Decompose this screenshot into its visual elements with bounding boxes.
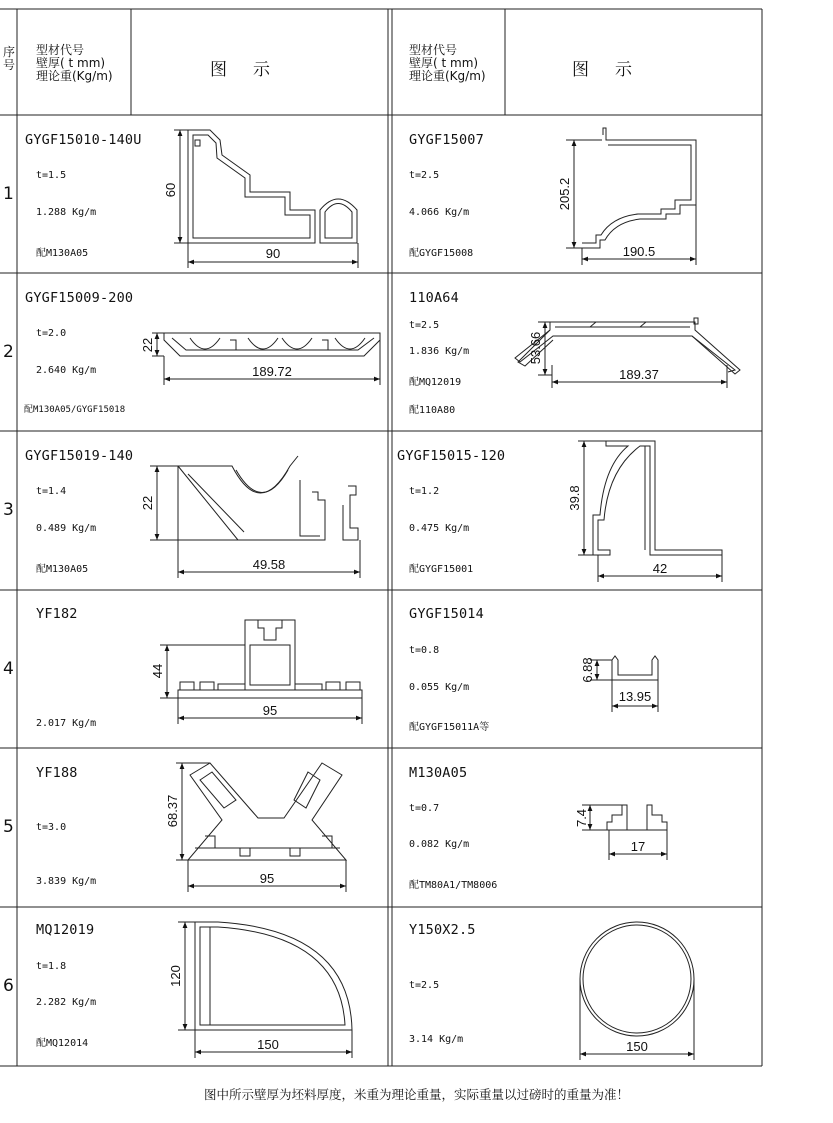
profile-code: MQ12019 [36, 922, 95, 938]
dim-width: 90 [265, 246, 281, 261]
matching-part-2: 配110A80 [409, 405, 456, 416]
dim-height: 22 [140, 337, 155, 353]
dim-height: 7.4 [574, 808, 589, 828]
footer-note: 图中所示壁厚为坯料厚度，米重为理论重量，实际重量以过磅时的重量为准！ [203, 1087, 629, 1102]
unit-weight: 1.836 Kg/m [409, 346, 470, 357]
wall-thickness: t=3.0 [36, 822, 67, 833]
unit-weight: 1.288 Kg/m [36, 207, 97, 218]
dim-diameter: 150 [626, 1039, 648, 1054]
dim-width: 189.37 [619, 367, 659, 382]
dim-width: 95 [259, 871, 275, 886]
unit-weight: 2.640 Kg/m [36, 365, 97, 376]
wall-thickness: t=2.5 [409, 980, 440, 991]
profile-code: GYGF15015-120 [397, 448, 506, 464]
profile-drawing-m130a05 [582, 805, 667, 860]
profile-drawing-yf182 [160, 620, 362, 724]
dim-height: 68.37 [165, 794, 180, 828]
wall-thickness: t=0.7 [409, 803, 440, 814]
unit-weight: 0.475 Kg/m [409, 523, 470, 534]
dim-height: 6.88 [580, 657, 595, 683]
dim-width: 190.5 [622, 244, 656, 259]
wall-thickness: t=0.8 [409, 645, 440, 656]
dim-height: 39.8 [567, 485, 582, 511]
row-index: 5 [3, 817, 14, 837]
unit-weight: 0.489 Kg/m [36, 523, 97, 534]
wall-thickness: t=2.5 [409, 320, 440, 331]
matching-part: 配GYGF15001 [409, 564, 474, 575]
code-column-header-left: 型材代号 壁厚( t mm) 理论重(Kg/m) [36, 43, 113, 83]
code-column-header-right: 型材代号 壁厚( t mm) 理论重(Kg/m) [409, 43, 486, 83]
matching-part: 配GYGF15011A等 [409, 722, 490, 733]
wall-thickness: t=2.5 [409, 170, 440, 181]
wall-thickness: t=2.0 [36, 328, 67, 339]
profile-code: YF182 [36, 606, 78, 622]
dim-width: 42 [652, 561, 668, 576]
profile-code: M130A05 [409, 765, 468, 781]
profile-code: 110A64 [409, 290, 459, 306]
dim-height: 53.66 [528, 331, 543, 365]
figure-column-header-left: 图示 [210, 60, 296, 80]
unit-weight: 0.055 Kg/m [409, 682, 470, 693]
dim-height: 205.2 [557, 177, 572, 211]
profile-code: GYGF15019-140 [25, 448, 134, 464]
dim-height: 22 [140, 495, 155, 511]
matching-part: 配M130A05 [36, 248, 89, 259]
wall-thickness: t=1.2 [409, 486, 440, 497]
matching-part: 配M130A05/GYGF15018 [24, 405, 126, 415]
matching-part: 配TM80A1/TM8006 [409, 880, 498, 891]
profile-code: GYGF15009-200 [25, 290, 134, 306]
matching-part: 配M130A05 [36, 564, 89, 575]
row-index: 3 [3, 500, 14, 520]
profile-code: YF188 [36, 765, 78, 781]
row-index: 4 [3, 659, 14, 679]
wall-thickness: t=1.5 [36, 170, 67, 181]
profile-code: Y150X2.5 [409, 922, 476, 938]
unit-weight: 3.14 Kg/m [409, 1034, 464, 1045]
row-index: 1 [3, 184, 14, 204]
wall-thickness: t=1.8 [36, 961, 67, 972]
profile-code: GYGF15007 [409, 132, 484, 148]
unit-weight: 0.082 Kg/m [409, 839, 470, 850]
profile-code: GYGF15010-140U [25, 132, 142, 148]
unit-weight: 2.282 Kg/m [36, 997, 97, 1008]
unit-weight: 3.839 Kg/m [36, 876, 97, 887]
dim-width: 13.95 [618, 689, 652, 704]
unit-weight: 4.066 Kg/m [409, 207, 470, 218]
row-index: 2 [3, 342, 14, 362]
dim-height: 120 [168, 965, 183, 987]
profile-drawing-gygf15015 [578, 441, 722, 582]
row-index: 6 [3, 976, 14, 996]
dim-width: 17 [630, 839, 646, 854]
wall-thickness: t=1.4 [36, 486, 67, 497]
dim-width: 49.58 [252, 557, 286, 572]
matching-part: 配GYGF15008 [409, 248, 474, 259]
unit-weight: 2.017 Kg/m [36, 718, 97, 729]
dim-width: 150 [257, 1037, 279, 1052]
dim-width: 95 [262, 703, 278, 718]
figure-column-header-right: 图示 [572, 60, 658, 80]
dim-height: 60 [163, 182, 178, 198]
dim-height: 44 [150, 663, 165, 679]
matching-part: 配MQ12014 [36, 1038, 89, 1049]
dim-width: 189.72 [252, 364, 292, 379]
profile-code: GYGF15014 [409, 606, 484, 622]
matching-part: 配MQ12019 [409, 377, 462, 388]
index-column-header: 序号 [2, 45, 15, 72]
